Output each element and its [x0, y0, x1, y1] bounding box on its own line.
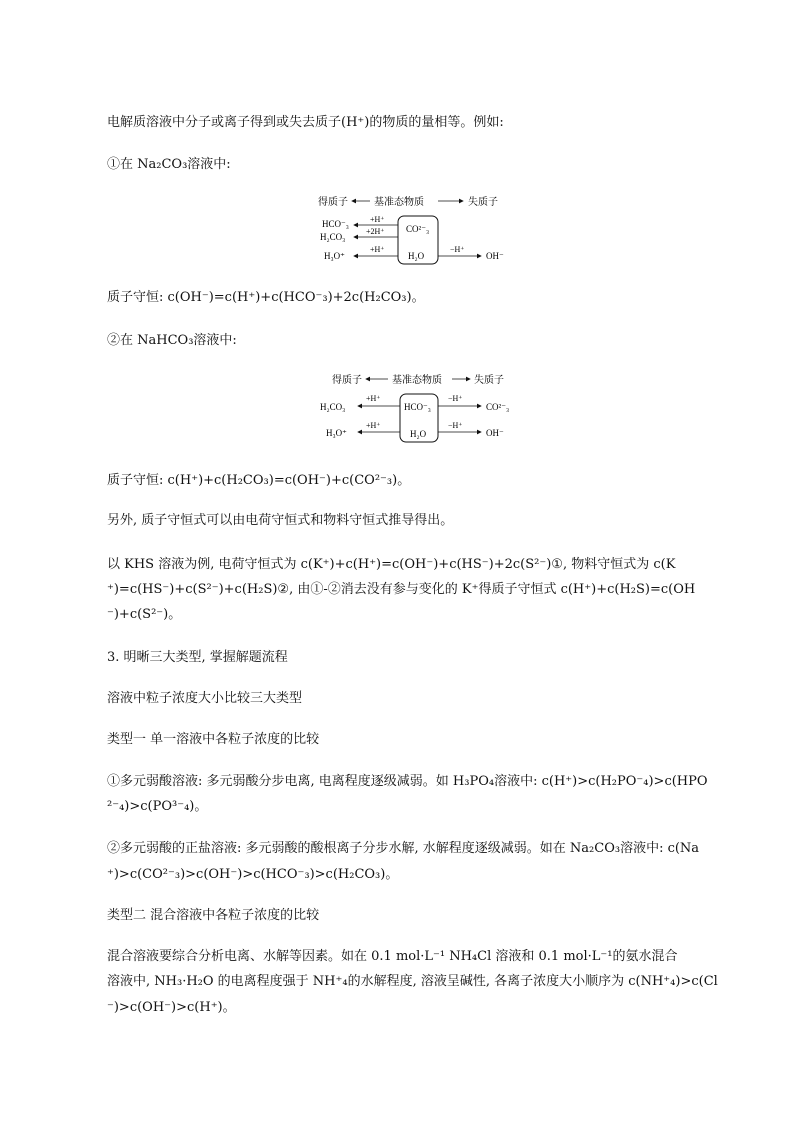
left-species-1: HCO⁻₃ — [322, 219, 349, 229]
paragraph-line: 另外, 质子守恒式可以由电荷守恒式和物料守恒式推导得出。 — [107, 513, 454, 528]
section-heading: 3. 明晰三大类型, 掌握解题流程 — [107, 650, 288, 665]
left-species-3: H₃O⁺ — [324, 251, 345, 261]
diagram-header-mid: 基准态物质 — [374, 197, 424, 208]
subheading: 类型二 混合溶液中各粒子浓度的比较 — [107, 908, 320, 923]
paragraph-line: ①在 Na₂CO₃溶液中: — [107, 157, 231, 172]
diagram-header-left: 得质子 — [318, 197, 348, 208]
paragraph-line: 以 KHS 溶液为例, 电荷守恒式为 c(K⁺)+c(H⁺)=c(OH⁻)+c(HS⁻)+2c(S²⁻)①, 物料守恒式为 c(K — [107, 557, 676, 572]
box-top-species: CO²⁻₃ — [406, 224, 430, 234]
right-species-1: OH⁻ — [486, 251, 504, 261]
paragraph-line: 溶液中, NH₃·H₂O 的电离程度强于 NH⁺₄的水解程度, 溶液呈碱性, 各离子浓度大小顺序为 c(NH⁺₄)>c(Cl — [107, 974, 718, 989]
diagram-svg — [318, 196, 518, 268]
right-species-1: CO²⁻₃ — [486, 402, 510, 412]
paragraph-line: ⁺)>c(CO²⁻₃)>c(OH⁻)>c(HCO⁻₃)>c(H₂CO₃)。 — [107, 867, 399, 882]
diagram-header-right: 失质子 — [468, 197, 498, 208]
left-species-1: H₂CO₃ — [320, 402, 346, 412]
right-species-2: OH⁻ — [486, 428, 504, 438]
arrow-label-4: −H⁺ — [448, 421, 463, 430]
paragraph-line: ⁺)=c(HS⁻)+c(S²⁻)+c(H₂S)②, 由①-②消去没有参与变化的 K⁺得质子守恒式 c(H⁺)+c(H₂S)=c(OH — [107, 582, 696, 597]
diagram-svg — [318, 373, 518, 445]
arrow-label-2: +H⁺ — [366, 421, 381, 430]
box-bottom-species: H₂O — [410, 429, 427, 439]
diagram-header-mid: 基准态物质 — [392, 375, 442, 386]
paragraph-line: ①多元弱酸溶液: 多元弱酸分步电离, 电离程度逐级减弱。如 H₃PO₄溶液中: c(H⁺)>c(H₂PO⁻₄)>c(HPO — [107, 774, 708, 789]
arrow-label-1: +H⁺ — [370, 215, 385, 224]
arrow-label-2: +2H⁺ — [366, 227, 385, 236]
box-top-species: HCO⁻₃ — [404, 402, 431, 412]
paragraph-line: ②多元弱酸的正盐溶液: 多元弱酸的酸根离子分步水解, 水解程度逐级减弱。如在 Na₂CO₃溶液中: c(Na — [107, 841, 700, 856]
arrow-label-3: −H⁺ — [448, 394, 463, 403]
arrow-label-3: +H⁺ — [370, 245, 385, 254]
paragraph-line: ⁻)+c(S²⁻)。 — [107, 607, 182, 622]
paragraph-line: ②在 NaHCO₃溶液中: — [107, 333, 237, 348]
paragraph-line: 质子守恒: c(H⁺)+c(H₂CO₃)=c(OH⁻)+c(CO²⁻₃)。 — [107, 473, 411, 488]
box-bottom-species: H₂O — [408, 251, 425, 261]
subheading: 类型一 单一溶液中各粒子浓度的比较 — [107, 732, 320, 747]
left-species-2: H₂CO₃ — [320, 232, 346, 242]
proton-diagram-nahco3 — [318, 373, 518, 445]
diagram-header-left: 得质子 — [332, 375, 362, 386]
paragraph-line: ⁻)>c(OH⁻)>c(H⁺)。 — [107, 1000, 236, 1015]
arrow-label-1: +H⁺ — [366, 394, 381, 403]
proton-diagram-na2co3 — [318, 196, 518, 268]
diagram-header-right: 失质子 — [474, 375, 504, 386]
paragraph-line: ²⁻₄)>c(PO³⁻₄)。 — [107, 799, 208, 814]
arrow-label-right: −H⁺ — [450, 245, 465, 254]
left-species-2: H₃O⁺ — [326, 428, 347, 438]
paragraph-line: 电解质溶液中分子或离子得到或失去质子(H⁺)的物质的量相等。例如: — [107, 115, 504, 130]
paragraph-line: 混合溶液要综合分析电离、水解等因素。如在 0.1 mol·L⁻¹ NH₄Cl 溶液和 0.1 mol·L⁻¹的氨水混合 — [107, 949, 678, 964]
paragraph-line: 质子守恒: c(OH⁻)=c(H⁺)+c(HCO⁻₃)+2c(H₂CO₃)。 — [107, 290, 425, 305]
paragraph-line: 溶液中粒子浓度大小比较三大类型 — [107, 691, 303, 706]
